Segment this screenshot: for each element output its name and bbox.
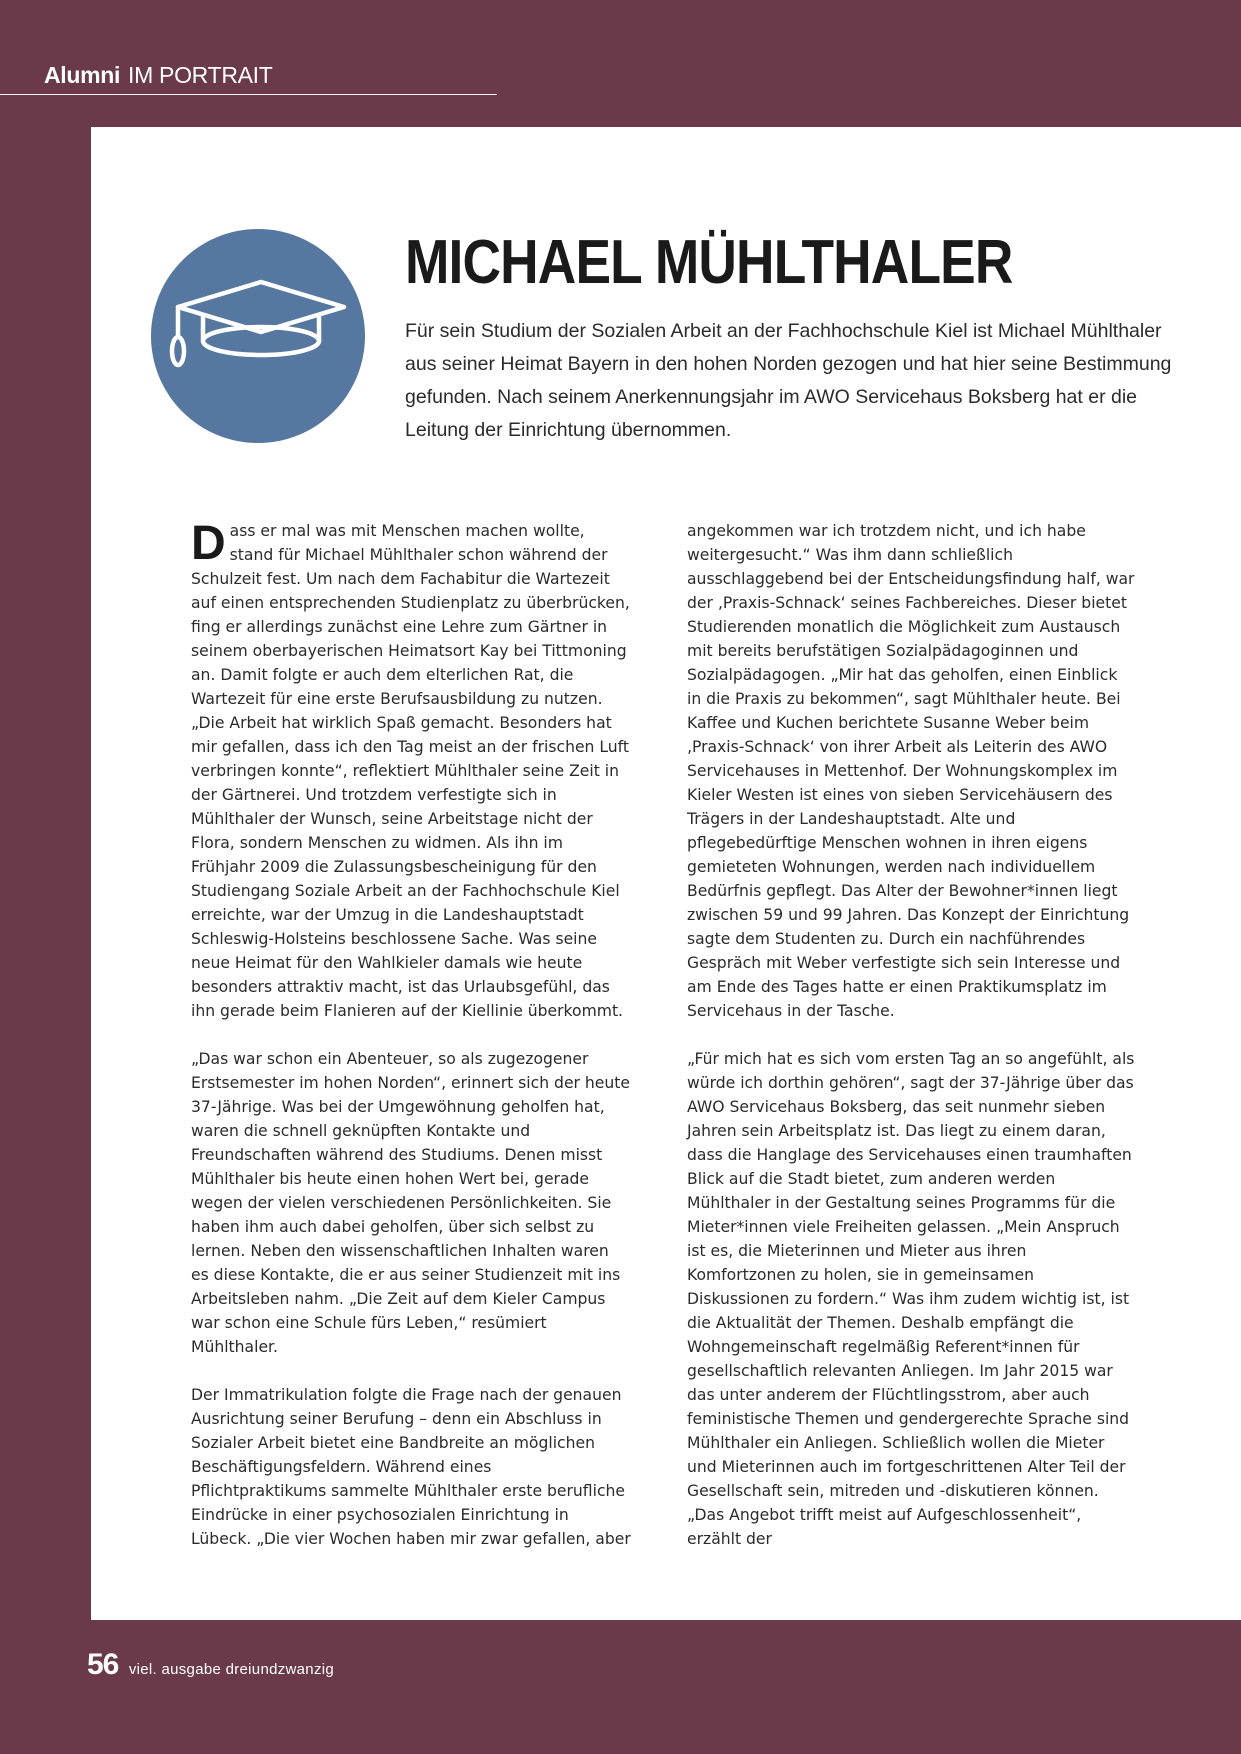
article-panel: [91, 127, 1241, 1620]
article-lead: Für sein Studium der Sozialen Arbeit an der Fachhochschule Kiel ist Michael Mühlthaler aus seiner Heimat Bayern in den hohen Norden gezogen und hat hier seine Bestimmung gefunden. Nach seinem Anerkennungsjahr im AWO Servicehaus Boksberg hat er die Leitung der Einrichtung übernommen.: [405, 320, 1172, 441]
drop-cap: D: [191, 517, 226, 570]
paragraph: [191, 519, 631, 1023]
text-column-right: [687, 519, 1135, 1575]
paragraph: Der Immatrikulation folgte die Frage nach der genauen Ausrichtung seiner Berufung – denn ein Abschluss in Sozialer Arbeit bietet eine Bandbreite an möglichen Beschäftigungsfeldern. Während eines Pflichtpraktikums sammelte Mühlthaler erste berufliche Eindrücke in einer psychosozialen Einrichtung in Lübeck. „Die vier Wochen haben mir zwar gefallen, aber: [191, 1386, 631, 1548]
magazine-name: viel. ausgabe dreiundzwanzig: [128, 1661, 335, 1678]
article-title: MICHAEL MÜHLTHALER: [405, 228, 1013, 297]
text-column-left: [191, 519, 631, 1575]
section-kicker: Alumni: [44, 62, 121, 88]
icon-circle: [151, 229, 365, 443]
page-number: 56: [87, 1648, 119, 1681]
section-header: [0, 60, 497, 95]
paragraph: „Das war schon ein Abenteuer, so als zugezogener Erstsemester im hohen Norden“, erinnert sich der heute 37-Jährige. Was bei der Umgewöhnung geholfen hat, waren die schnell geknüpften Kontakte und Freundschaften während des Studiums. Denen misst Mühlthaler bis heute einen hohen Wert bei, gerade wegen der vielen verschiedenen Persönlichkeiten. Sie haben ihm auch dabei geholfen, über sich selbst zu lernen. Neben den wissenschaftlichen Inhalten waren es diese Kontakte, die er aus seiner Studienzeit mit ins Arbeitsleben nahm. „Die Zeit auf dem Kieler Campus war schon eine Schule fürs Leben,“ resümiert Mühlthaler.: [191, 1050, 630, 1356]
paragraph-text: ass er mal was mit Menschen machen wollte, stand für Michael Mühlthaler schon während der Schulzeit fest. Um nach dem Fachabitur die Wartezeit auf einen entsprechenden Studienplatz zu überbrücken, fing er allerdings zunächst eine Lehre zum Gärtner in seinem oberbayerischen Heimatsort Kay bei Tittmoning an. Damit folgte er auch dem elterlichen Rat, die Wartezeit für eine erste Berufsausbildung zu nutzen. „Die Arbeit hat wirklich Spaß gemacht. Besonders hat mir gefallen, dass ich den Tag meist an der frischen Luft verbringen konnte“, reflektiert Mühlthaler seine Zeit in der Gärtnerei. Und trotzdem verfestigte sich in Mühlthaler der Wunsch, seine Arbeitstage nicht der Flora, sondern Menschen zu widmen. Als ihn im Frühjahr 2009 die Zulassungsbescheinigung für den Studiengang Soziale Arbeit an der Fachhochschule Kiel erreichte, war der Umzug in die Landeshauptstadt Schleswig-Holsteins beschlossene Sache. Was seine neue Heimat für den Wahlkieler damals wie heute besonders attraktiv macht, ist das Urlaubsgefühl, das ihn gerade beim Flanieren auf der Kiellinie überkommt.: [191, 522, 630, 1020]
paragraph: „Für mich hat es sich vom ersten Tag an so angefühlt, als würde ich dorthin gehören“, sagt der 37-Jährige über das AWO Servicehaus Boksberg, das seit nunmehr sieben Jahren sein Arbeitsplatz ist. Das liegt zu einem daran, dass die Hanglage des Servicehauses einen traumhaften Blick auf die Stadt bietet, zum anderen werden Mühlthaler in der Gestaltung seines Programms für die Mieter*innen viele Freiheiten gelassen. „Mein Anspruch ist es, die Mieterinnen und Mieter aus ihren Komfortzonen zu holen, sie in gemeinsamen Diskussionen zu fordern.“ Was ihm zudem wichtig ist, ist die Aktualität der Themen. Deshalb empfängt die Wohngemeinschaft regelmäßig Referent*innen für gesellschaftlich relevanten Anliegen. Im Jahr 2015 war das unter anderem der Flüchtlingsstrom, aber auch feministische Themen und gendergerechte Sprache sind Mühlthaler ein Anliegen. Schließlich wollen die Mieter und Mieterinnen auch im fortgeschrittenen Alter Teil der Gesellschaft sein, mitreden und -diskutieren können. „Das Angebot trifft meist auf Aufgeschlossenheit“, erzählt der: [687, 1050, 1135, 1548]
section-rubric: IM PORTRAIT: [128, 62, 273, 88]
paragraph: angekommen war ich trotzdem nicht, und ich habe weitergesucht.“ Was ihm dann schließlich ausschlaggebend bei der Entscheidungsfindung half, war der ‚Praxis-Schnack‘ seines Fachbereiches. Dieser bietet Studierenden monatlich die Möglichkeit zum Austausch mit bereits berufstätigen Sozialpädagoginnen und Sozialpädagogen. „Mir hat das geholfen, einen Einblick in die Praxis zu bekommen“, sagt Mühlthaler heute. Bei Kaffee und Kuchen berichtete Susanne Weber beim ‚Praxis-Schnack‘ von ihrer Arbeit als Leiterin des AWO Servicehauses in Mettenhof. Der Wohnungskomplex im Kieler Westen ist eines von sieben Servicehäusern des Trägers in der Landeshauptstadt. Alte und pflegebedürftige Menschen wohnen in ihren eigens gemieteten Wohnungen, werden nach individuellem Bedürfnis gepflegt. Das Alter der Bewohner*innen liegt zwischen 59 und 99 Jahren. Das Konzept der Einrichtung sagte dem Studenten zu. Durch ein nachführendes Gespräch mit Weber verfestigte sich sein Interesse und am Ende des Tages hatte er einen Praktikumsplatz im Servicehaus in der Tasche.: [687, 522, 1135, 1020]
page-footer: [87, 1648, 334, 1682]
graduation-cap-icon: [151, 229, 365, 443]
